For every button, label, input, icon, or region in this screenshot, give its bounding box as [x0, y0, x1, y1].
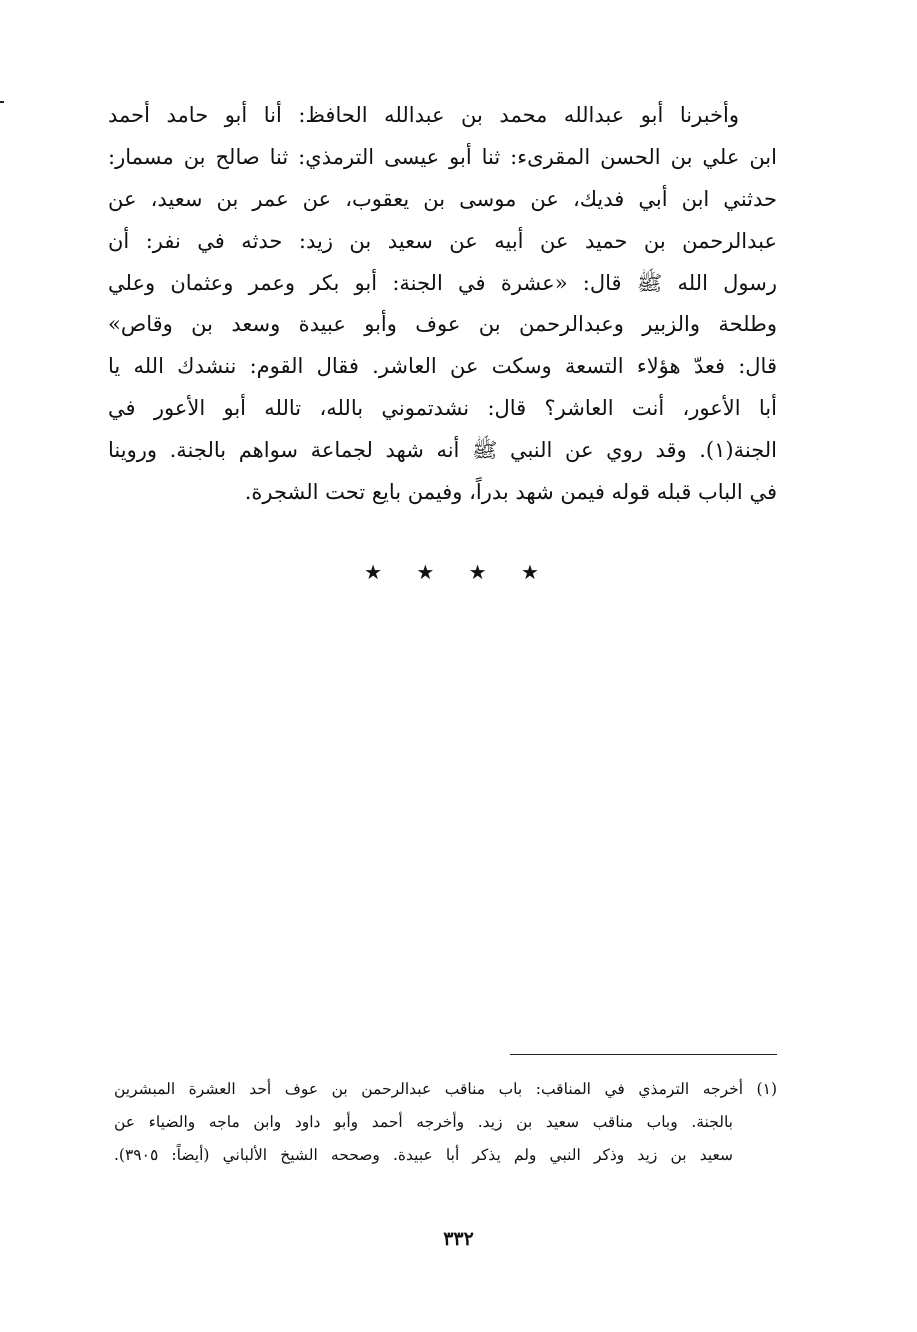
footnote-line: (١) أخرجه الترمذي في المناقب: باب مناقب عبدالرحمن بن عوف أحد العشرة المبشرين	[114, 1080, 777, 1098]
footnote-line: سعيد بن زيد وذكر النبي ولم يذكر أبا عبيدة. وصححه الشيخ الألباني (أيضاً: ٣٩٠٥).	[114, 1146, 733, 1164]
text-line: رسول الله ﷺ قال: «عشرة في الجنة: أبو بكر وعمر وعثمان وعلي	[108, 270, 777, 295]
margin-mark	[0, 101, 4, 103]
text-line: وأخبرنا أبو عبدالله محمد بن عبدالله الحافظ: أنا أبو حامد أحمد	[108, 103, 739, 127]
text-line: عبدالرحمن بن حميد عن أبيه عن سعيد بن زيد: حدثه في نفر: أن	[108, 228, 777, 253]
text-line: وطلحة والزبير وعبدالرحمن بن عوف وأبو عبيدة وسعد بن وقاص»	[108, 312, 777, 337]
text-line: حدثني ابن أبي فديك، عن موسى بن يعقوب، عن عمر بن سعيد، عن	[108, 186, 777, 211]
text-line: في الباب قبله قوله فيمن شهد بدراً، وفيمن بايع تحت الشجرة.	[244, 480, 777, 505]
page-number: ٣٣٢	[443, 1228, 474, 1250]
main-text-block	[108, 95, 777, 514]
footnote-divider	[510, 1054, 777, 1055]
text-line: قال: فعدّ هؤلاء التسعة وسكت عن العاشر. فقال القوم: ننشدك الله يا	[108, 354, 777, 379]
text-line: ابن علي بن الحسن المقرىء: ثنا أبو عيسى الترمذي: ثنا صالح بن مسمار:	[108, 144, 777, 169]
footnotes-block	[114, 1073, 777, 1172]
text-line: أبا الأعور، أنت العاشر؟ قال: نشدتموني بالله، تالله أبو الأعور في	[108, 396, 777, 421]
footnote-line: بالجنة. وباب مناقب سعيد بن زيد. وأخرجه أحمد وأبو داود وابن ماجه والضياء عن	[114, 1113, 733, 1131]
text-line: الجنة(١). وقد روي عن النبي ﷺ أنه شهد لجماعة سواهم بالجنة. وروينا	[108, 438, 777, 463]
section-separator-stars: ★ ★ ★ ★	[364, 560, 553, 584]
